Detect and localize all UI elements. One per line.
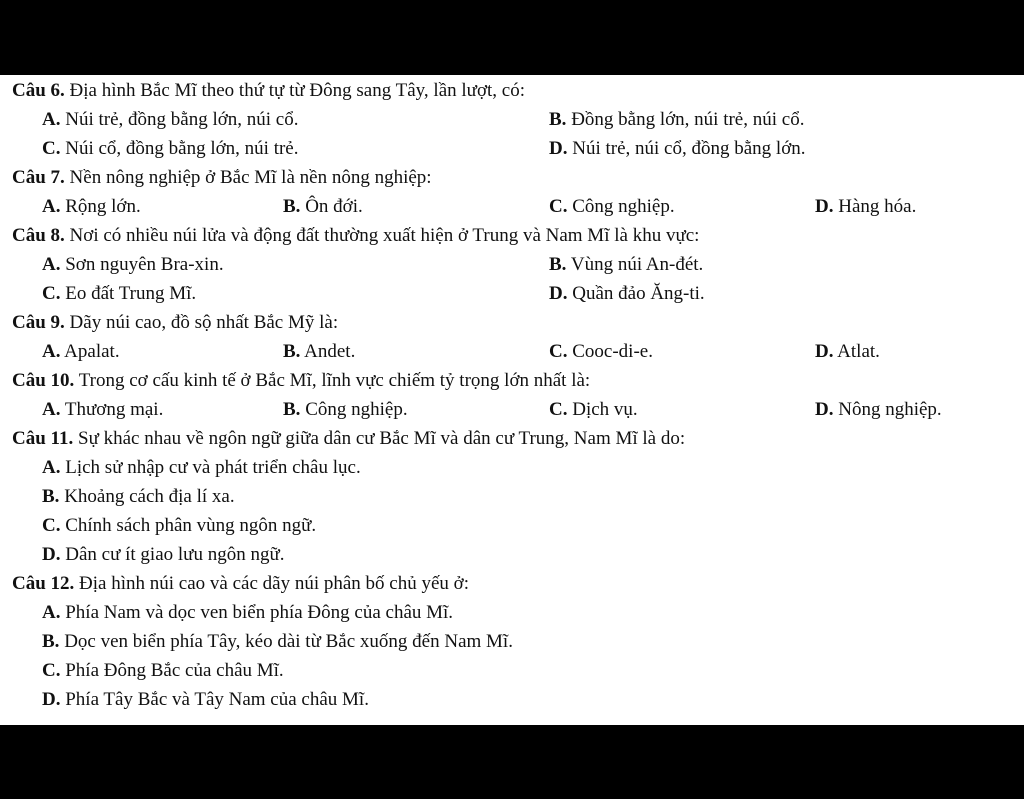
q10-option-b-letter: B. [283, 399, 301, 420]
q8-option-b-text: Vùng núi An-đét. [566, 254, 704, 275]
q6-option-a-text: Núi trẻ, đồng bằng lớn, núi cổ. [60, 109, 299, 130]
q7-option-d-text: Hàng hóa. [833, 196, 917, 217]
q12-option-b-text: Dọc ven biển phía Tây, kéo dài từ Bắc xuống đến Nam Mĩ. [59, 631, 513, 652]
q12-option-c-text: Phía Đông Bắc của châu Mĩ. [60, 660, 284, 681]
q8-option-d-letter: D. [549, 283, 568, 304]
q9-option-d [815, 338, 880, 366]
q8-option-b [549, 251, 703, 279]
question-12-label: Câu 12. [12, 573, 75, 594]
q12-option-b-letter: B. [42, 631, 60, 652]
q7-option-b [283, 193, 363, 221]
q6-option-b-text: Đồng bằng lớn, núi trẻ, núi cổ. [566, 109, 805, 130]
q8-option-a [42, 251, 224, 279]
q12-option-d-letter: D. [42, 689, 61, 710]
question-6-text: Địa hình Bắc Mĩ theo thứ tự từ Đông sang Tây, lần lượt, có: [64, 80, 525, 101]
question-9-label: Câu 9. [12, 312, 65, 333]
q6-option-b [549, 106, 804, 134]
q9-option-b [283, 338, 355, 366]
q12-option-c [42, 657, 284, 685]
q6-option-c [42, 135, 299, 163]
question-7-text: Nền nông nghiệp ở Bắc Mĩ là nền nông nghiệp: [64, 167, 432, 188]
q7-option-a-text: Rộng lớn. [60, 196, 141, 217]
question-6 [12, 77, 525, 105]
q11-option-c-letter: C. [42, 515, 61, 536]
question-6-label: Câu 6. [12, 80, 65, 101]
q11-option-c-text: Chính sách phân vùng ngôn ngữ. [60, 515, 317, 536]
q10-option-a [42, 396, 163, 424]
q11-option-a-text: Lịch sử nhập cư và phát triển châu lục. [60, 457, 361, 478]
q6-option-a-letter: A. [42, 109, 61, 130]
q10-option-d-text: Nông nghiệp. [833, 399, 942, 420]
question-8-label: Câu 8. [12, 225, 65, 246]
q8-option-b-letter: B. [549, 254, 567, 275]
q7-option-a-letter: A. [42, 196, 61, 217]
q11-option-d-text: Dân cư ít giao lưu ngôn ngữ. [60, 544, 285, 565]
q11-option-b-letter: B. [42, 486, 60, 507]
q10-option-c-letter: C. [549, 399, 568, 420]
q9-option-a-letter: A. [42, 341, 61, 362]
q9-option-a-text: Apalat. [60, 341, 120, 362]
question-10-label: Câu 10. [12, 370, 75, 391]
question-11-text: Sự khác nhau về ngôn ngữ giữa dân cư Bắc Mĩ và dân cư Trung, Nam Mĩ là do: [73, 428, 686, 449]
q10-option-a-letter: A. [42, 399, 61, 420]
question-7 [12, 164, 432, 192]
question-11 [12, 425, 685, 453]
q7-option-b-letter: B. [283, 196, 301, 217]
q8-option-d [549, 280, 705, 308]
q10-option-c-text: Dịch vụ. [567, 399, 638, 420]
question-9 [12, 309, 338, 337]
q8-option-c-letter: C. [42, 283, 61, 304]
q10-option-c [549, 396, 638, 424]
q11-option-b [42, 483, 235, 511]
q12-option-a-letter: A. [42, 602, 61, 623]
question-8 [12, 222, 699, 250]
q10-option-a-text: Thương mại. [60, 399, 164, 420]
q11-option-a [42, 454, 361, 482]
q9-option-b-text: Andet. [300, 341, 356, 362]
q12-option-d-text: Phía Tây Bắc và Tây Nam của châu Mĩ. [60, 689, 369, 710]
q8-option-c [42, 280, 196, 308]
q10-option-d-letter: D. [815, 399, 834, 420]
q9-option-d-letter: D. [815, 341, 834, 362]
question-12-text: Địa hình núi cao và các dãy núi phân bố chủ yếu ở: [74, 573, 469, 594]
question-7-label: Câu 7. [12, 167, 65, 188]
q6-option-c-text: Núi cổ, đồng bằng lớn, núi trẻ. [60, 138, 299, 159]
q6-option-c-letter: C. [42, 138, 61, 159]
q6-option-b-letter: B. [549, 109, 567, 130]
q6-option-d-letter: D. [549, 138, 568, 159]
q9-option-c [549, 338, 653, 366]
q12-option-c-letter: C. [42, 660, 61, 681]
q8-option-d-text: Quần đảo Ăng-ti. [567, 283, 705, 304]
q10-option-d [815, 396, 942, 424]
q12-option-d [42, 686, 369, 714]
q11-option-c [42, 512, 316, 540]
question-11-label: Câu 11. [12, 428, 74, 449]
question-8-text: Nơi có nhiều núi lửa và động đất thường xuất hiện ở Trung và Nam Mĩ là khu vực: [64, 225, 700, 246]
q7-option-d [815, 193, 916, 221]
q9-option-c-letter: C. [549, 341, 568, 362]
q10-option-b [283, 396, 408, 424]
question-10 [12, 367, 590, 395]
question-9-text: Dãy núi cao, đồ sộ nhất Bắc Mỹ là: [64, 312, 339, 333]
q12-option-a-text: Phía Nam và dọc ven biển phía Đông của châu Mĩ. [60, 602, 454, 623]
q9-option-b-letter: B. [283, 341, 301, 362]
q9-option-c-text: Cooc-di-e. [567, 341, 653, 362]
q11-option-d-letter: D. [42, 544, 61, 565]
question-12 [12, 570, 469, 598]
q11-option-b-text: Khoảng cách địa lí xa. [59, 486, 235, 507]
document-page [0, 75, 1024, 725]
q7-option-a [42, 193, 141, 221]
q9-option-d-text: Atlat. [833, 341, 880, 362]
q7-option-c-text: Công nghiệp. [567, 196, 675, 217]
q8-option-a-letter: A. [42, 254, 61, 275]
question-10-text: Trong cơ cấu kinh tế ở Bắc Mĩ, lĩnh vực chiếm tỷ trọng lớn nhất là: [74, 370, 591, 391]
q8-option-c-text: Eo đất Trung Mĩ. [60, 283, 197, 304]
q11-option-a-letter: A. [42, 457, 61, 478]
q7-option-d-letter: D. [815, 196, 834, 217]
q12-option-a [42, 599, 453, 627]
q11-option-d [42, 541, 285, 569]
q6-option-a [42, 106, 299, 134]
q12-option-b [42, 628, 513, 656]
q7-option-c [549, 193, 675, 221]
q9-option-a [42, 338, 120, 366]
q7-option-b-text: Ôn đới. [300, 196, 363, 217]
q10-option-b-text: Công nghiệp. [300, 399, 408, 420]
q7-option-c-letter: C. [549, 196, 568, 217]
q6-option-d-text: Núi trẻ, núi cổ, đồng bằng lớn. [567, 138, 806, 159]
q6-option-d [549, 135, 806, 163]
q8-option-a-text: Sơn nguyên Bra-xin. [60, 254, 224, 275]
